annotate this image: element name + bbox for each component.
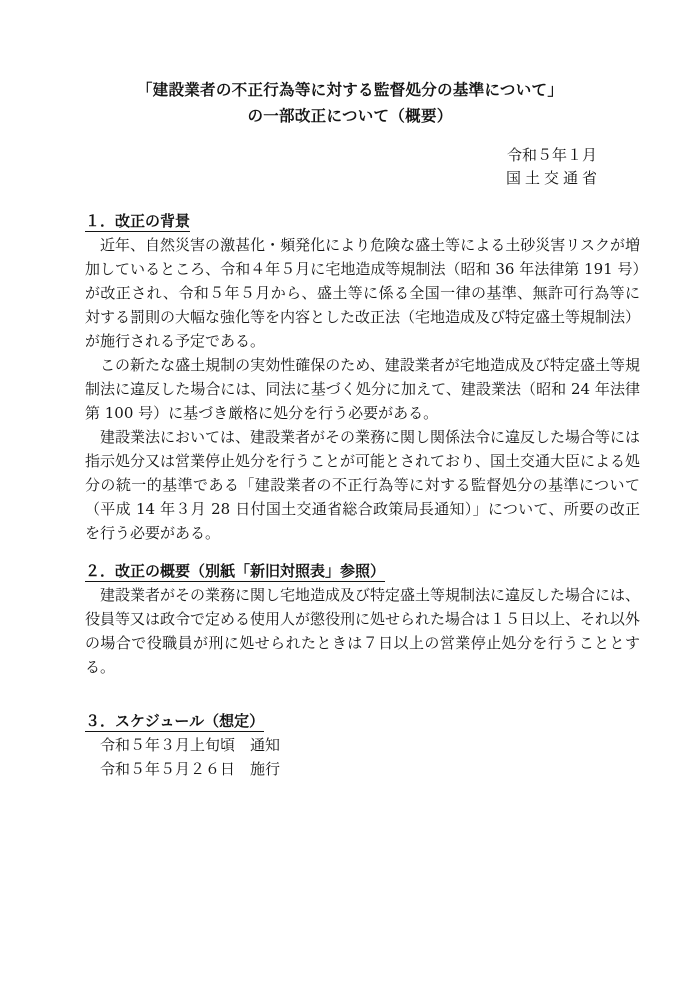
title-line-1: 「建設業者の不正行為等に対する監督処分の基準について」 — [136, 81, 564, 99]
schedule-line-enforcement: 令和５年５月２６日 施行 — [100, 760, 281, 778]
document-body — [85, 209, 640, 781]
background-paragraph-2: この新たな盛土規制の実効性確保のため、建設業者が宅地造成及び特定盛土等規制法に違反した場合には、同法に基づく処分に加えて、建設業法（昭和 24 年法律第 100 号）に基づき厳格に処分を行う必要がある。 — [85, 356, 640, 422]
document-title — [0, 0, 700, 129]
background-paragraph-3: 建設業法においては、建設業者がその業務に関し関係法令に違反した場合等には指示処分又は営業停止処分を行うことが可能とされており、国土交通大臣による処分の統一的基準である「建設業者の不正行為等に対する監督処分の基準について（平成 14 年３月 28 日付国土交通省総合政策局長通知）」について、所要の改正を行う必要がある。 — [85, 428, 641, 542]
overview-paragraph-1: 建設業者がその業務に関し宅地造成及び特定盛土等規制法に違反した場合には、役員等又は政令で定める使用人が懲役刑に処せられた場合は１５日以上、それ以外の場合で役職員が刑に処せられたときは７日以上の営業停止処分を行うこととする。 — [85, 586, 641, 676]
schedule-line-notification: 令和５年３月上旬頃 通知 — [100, 736, 281, 754]
section-background-heading — [85, 209, 640, 233]
background-paragraph-1: 近年、自然災害の激甚化・頻発化により危険な盛土等による土砂災害リスクが増加しているところ、令和４年５月に宅地造成等規制法（昭和 36 年法律第 191 号）が改正され、令和５年５月から、盛土等に係る全国一律の基準、無許可行為等に対する罰則の大幅な強化等を内容とした改正法（宅地造成及び特定盛土等規制法）が施行される予定である。 — [85, 236, 641, 350]
section-revision-overview — [85, 559, 640, 679]
section-revision-background — [85, 209, 640, 545]
document-meta — [0, 144, 700, 190]
section-schedule-heading-text: ３．スケジュール（想定） — [85, 712, 265, 730]
section-overview-heading-text: ２．改正の概要（別紙「新旧対照表」参照） — [85, 562, 386, 580]
document-date: 令和５年１月 — [506, 146, 597, 164]
section-overview-heading — [85, 559, 640, 583]
section-schedule — [85, 709, 640, 781]
section-schedule-heading — [85, 709, 640, 733]
title-line-2: の一部改正について（概要） — [247, 107, 453, 125]
document-organization: 国土交通省 — [505, 169, 601, 187]
section-background-heading-text: １．改正の背景 — [85, 212, 191, 230]
